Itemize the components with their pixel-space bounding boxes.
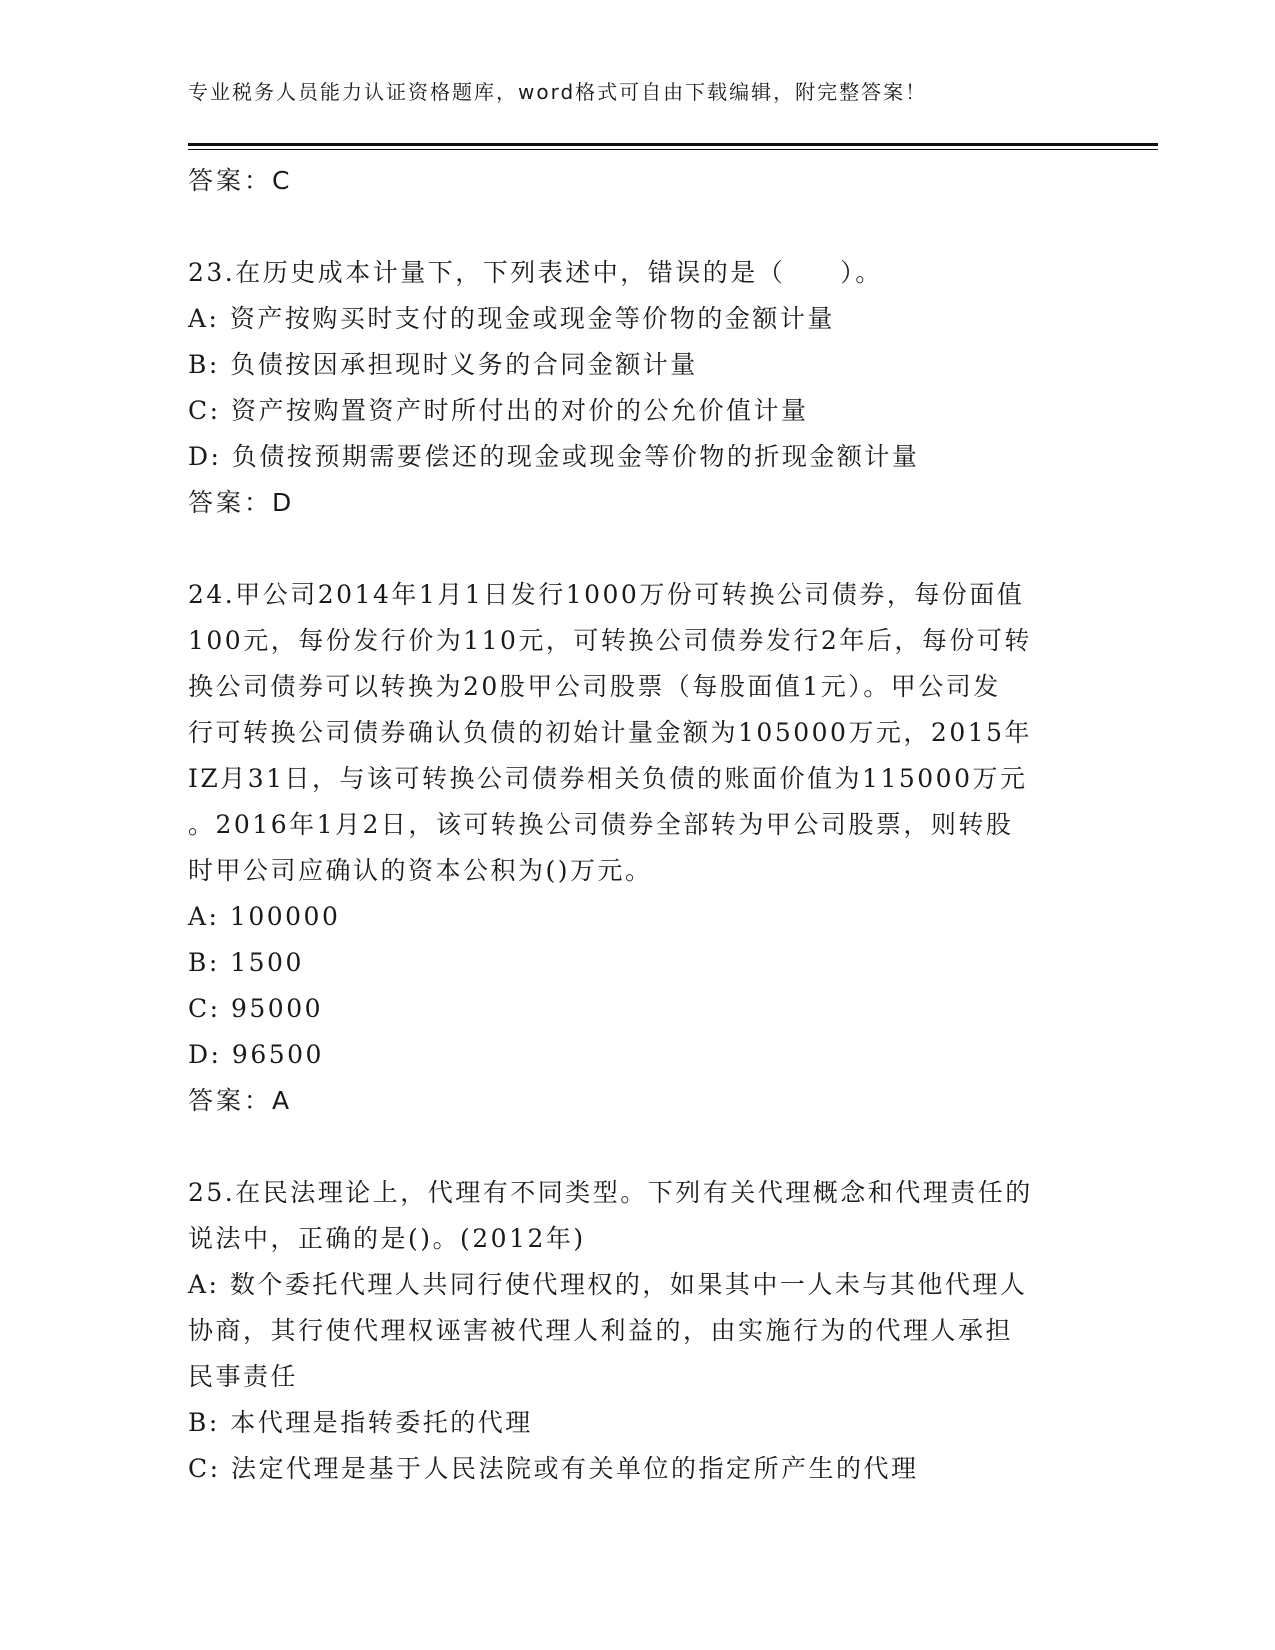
spacer: [188, 1124, 1088, 1170]
question-24-option-a: A: 100000: [188, 902, 341, 931]
question-25: [188, 1170, 1088, 1492]
spacer: [188, 204, 1088, 250]
question-24: [188, 572, 1088, 1124]
question-24-stem-line: 时甲公司应确认的资本公积为()万元。: [188, 856, 653, 885]
header-rule-thick: [188, 143, 1158, 146]
question-24-stem-line: 24.甲公司2014年1月1日发行1000万份可转换公司债券，每份面值: [188, 580, 1025, 609]
question-24-option-d: D: 96500: [188, 1040, 324, 1069]
question-25-option-c: C: 法定代理是基于人民法院或有关单位的指定所产生的代理: [188, 1454, 919, 1483]
question-23: [188, 250, 1088, 526]
question-24-stem-line: IZ月31日，与该可转换公司债券相关负债的账面价值为115000万元: [188, 764, 1028, 793]
answer-prev: 答案：C: [188, 166, 293, 195]
question-24-stem-line: 行可转换公司债券确认负债的初始计量金额为105000万元，2015年: [188, 718, 1033, 747]
question-24-option-c: C: 95000: [188, 994, 324, 1023]
question-24-stem-line: 。2016年1月2日，该可转换公司债券全部转为甲公司股票，则转股: [188, 810, 1014, 839]
document-body: [188, 158, 1088, 1492]
question-23-answer: 答案：D: [188, 488, 295, 517]
question-24-stem-line: 换公司债券可以转换为20股甲公司股票（每股面值1元）。甲公司发: [188, 672, 1001, 701]
question-23-stem: 23.在历史成本计量下，下列表述中，错误的是（ ）。: [188, 258, 883, 287]
question-24-option-b: B: 1500: [188, 948, 304, 977]
question-24-answer: 答案：A: [188, 1086, 293, 1115]
question-24-stem-line: 100元，每份发行价为110元，可转换公司债券发行2年后，每份可转: [188, 626, 1032, 655]
question-25-stem-line: 25.在民法理论上，代理有不同类型。下列有关代理概念和代理责任的: [188, 1178, 1033, 1207]
question-23-option-d: D: 负债按预期需要偿还的现金或现金等价物的折现金额计量: [188, 442, 920, 471]
question-25-option-a-line: 协商，其行使代理权诬害被代理人利益的，由实施行为的代理人承担: [188, 1316, 1014, 1345]
question-23-option-c: C: 资产按购置资产时所付出的对价的公允价值计量: [188, 396, 809, 425]
question-23-option-b: B: 负债按因承担现时义务的合同金额计量: [188, 350, 698, 379]
question-25-option-a-line: 民事责任: [188, 1362, 299, 1391]
spacer: [188, 526, 1088, 572]
page-header: 专业税务人员能力认证资格题库，word格式可自由下载编辑，附完整答案！: [188, 80, 928, 104]
question-23-option-a: A: 资产按购买时支付的现金或现金等价物的金额计量: [188, 304, 835, 333]
question-25-stem-line: 说法中，正确的是()。(2012年): [188, 1224, 586, 1253]
question-25-option-a-line: A: 数个委托代理人共同行使代理权的，如果其中一人未与其他代理人: [188, 1270, 1028, 1299]
question-25-option-b: B: 本代理是指转委托的代理: [188, 1408, 533, 1437]
header-rule-thin: [188, 149, 1158, 150]
